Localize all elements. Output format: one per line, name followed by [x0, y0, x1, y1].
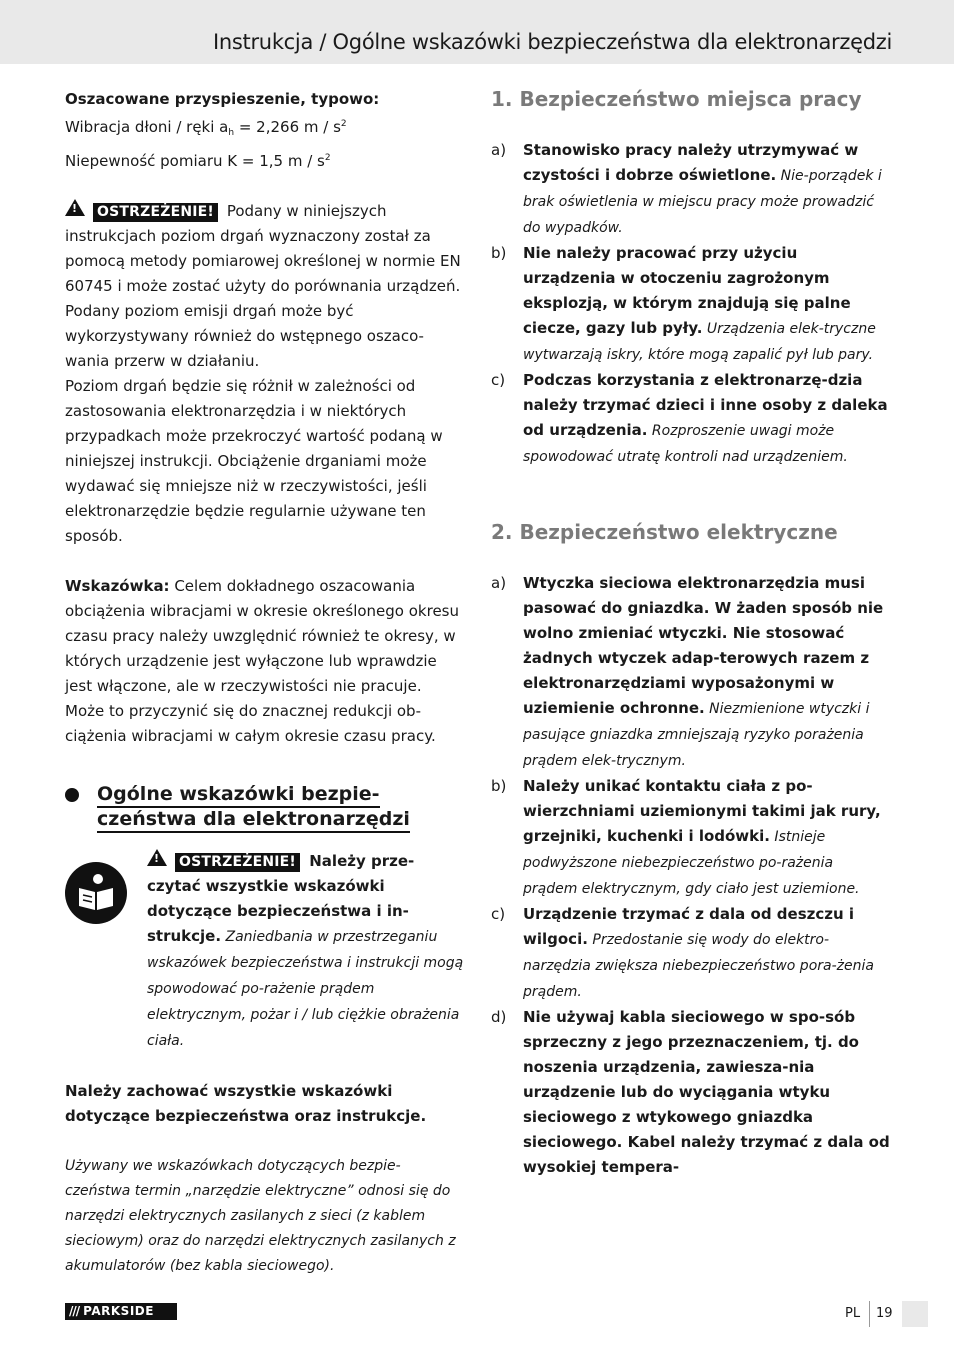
list-item: b) Nie należy pracować przy użyciu urządzenia w otoczeniu zagrożonym eksplozją, w którym znajdują się palne ciecze, gazy lub pyły. Urządzenia elek-tryczne wytwarzają iskry, które mogą zapalić pył lub pary. [491, 244, 876, 363]
page-header [0, 0, 954, 64]
warning-label: OSTRZEŻENIE! [93, 203, 218, 222]
accel-heading: Oszacowane przyspieszenie, typowo: [65, 90, 380, 108]
list-item: c) Urządzenie trzymać z dala od deszczu i wilgoci. Przedostanie się wody do elektro-narzędzia zwiększa niebezpieczeństwo pora-żenia prądem. [491, 905, 874, 1000]
note-label: Wskazówka: [65, 577, 170, 595]
section1-title: 1. Bezpieczeństwo miejsca pracy [491, 87, 862, 111]
brand-logo: /// PARKSIDE [65, 1303, 177, 1320]
page-number: 19 [876, 1306, 893, 1321]
warning-triangle-icon: ! [147, 849, 167, 866]
warning2-label: OSTRZEŻENIE! [175, 853, 300, 872]
warning-triangle-icon: ! [65, 199, 85, 216]
left-column [65, 87, 465, 1279]
vibration-line: Wibracja dłoni / ręki $a_h = 2,266$ m / $s^2$ [65, 118, 347, 138]
footer-divider [869, 1301, 870, 1327]
header-title: Instrukcja / Ogólne wskazówki bezpieczeństwa dla elektronarzędzi [213, 30, 892, 54]
right-column [491, 84, 891, 1181]
section2-title: 2. Bezpieczeństwo elektryczne [491, 520, 838, 544]
section-heading: Ogólne wskazówki bezpie-czeństwa dla elektronarzędzi [65, 782, 465, 832]
footer-tab [902, 1301, 928, 1327]
read-manual-icon [65, 862, 127, 924]
warning2-bold: Należy prze-czytać wszystkie wskazówki dotyczące bezpieczeństwa i in-strukcje. [147, 852, 415, 945]
term-definition: Używany we wskazówkach dotyczących bezpie-czeństwa termin „narzędzie elektryczne” odnosi się do narzędzi elektrycznych zasilanych z sieci (z kablem sieciowym) oraz do narzędzi elektrycznych zasilanych z akumulatorów (bez kabla sieciowego). [65, 1158, 456, 1274]
uncertainty-line: Niepewność pomiaru K = 1,5 m / $s^2$ [65, 152, 331, 170]
vibration-paragraph: Poziom drgań będzie się różnił w zależności od zastosowania elektronarzędzia i w niektórych przypadkach może przekroczyć wartość podaną w niniejszej instrukcji. Obciążenie drganiami może wydawać się mniejsze niż w rzeczywistości, jeśli elektronarzędzie będzie regularnie używane ten sposób. [65, 377, 443, 545]
list-item: a) Stanowisko pracy należy utrzymywać w czystości i dobrze oświetlone. Nie-porządek i brak oświetlenia w miejscu pracy może prowadzić do wypadków. [491, 141, 882, 236]
language-code: PL [845, 1306, 861, 1321]
section1-list [491, 138, 891, 470]
list-item: b) Należy unikać kontaktu ciała z po-wierzchniami uziemionymi takimi jak rury, grzejniki, kuchenki i lodówki. Istnieje podwyższone niebezpieczeństwo po-rażenia prądem elektrycznym, gdy ciało jest uziemione. [491, 777, 881, 897]
list-item: a) Wtyczka sieciowa elektronarzędzia musi pasować do gniazdka. W żaden sposób nie wolno zmieniać wtyczki. Nie stosować żadnych wtyczek adap-terowych razem z elektronarzędziami wyposażonymi w uziemienie ochronne. Niezmienione wtyczki i pasujące gniazdka zmniejszają ryzyko porażenia prądem elek-trycznym. [491, 574, 884, 769]
warning-text: Podany w niniejszych instrukcjach poziom drgań wyznaczony został za pomocą metody pomiarowej określonej w normie EN 60745 i może zostać użyty do porównania urządzeń. Podany poziom emisji drgań może być wykorzystywany również do wstępnego oszaco-wania przerw w działaniu. [65, 202, 461, 370]
keep-instructions: Należy zachować wszystkie wskazówki dotyczące bezpieczeństwa oraz instrukcje. [65, 1082, 427, 1125]
warning2-italic: Zaniedbania w przestrzeganiu wskazówek bezpieczeństwa i instrukcji mogą spowodować po-rażenie prądem elektrycznym, pożar i / lub ciężkie obrażenia ciała. [147, 929, 464, 1049]
bullet-icon [65, 788, 79, 802]
note-paragraph [65, 574, 465, 749]
list-item: c) Podczas korzystania z elektronarzę-dzia należy trzymać dzieci i inne osoby z daleka od urządzenia. Rozproszenie uwagi może spowodować utratę kontroli nad urządzeniem. [491, 371, 888, 465]
section2-list [491, 571, 891, 1181]
warning-paragraph [65, 199, 465, 374]
list-item: d) Nie używaj kabla sieciowego w spo-sób sprzeczny z jego przeznaczeniem, tj. do noszenia urządzenia, zawiesza-nia urządzenie lub do wyciągania wtyku sieciowego z wtykowego gniazdka sieciowego. Kabel należy trzymać z dala od wysokiej tempera- [491, 1008, 890, 1176]
note-text: Celem dokładnego oszacowania obciążenia wibracjami w okresie określonego okresu czasu pracy należy uwzględnić również te okresy, w których urządzenie jest wyłączone lub wprawdzie jest włączone, ale w rzeczywistości nie pracuje. Może to przyczynić się do znacznej redukcji ob-ciążenia wibracjami w całym okresie czasu pracy. [65, 577, 459, 745]
